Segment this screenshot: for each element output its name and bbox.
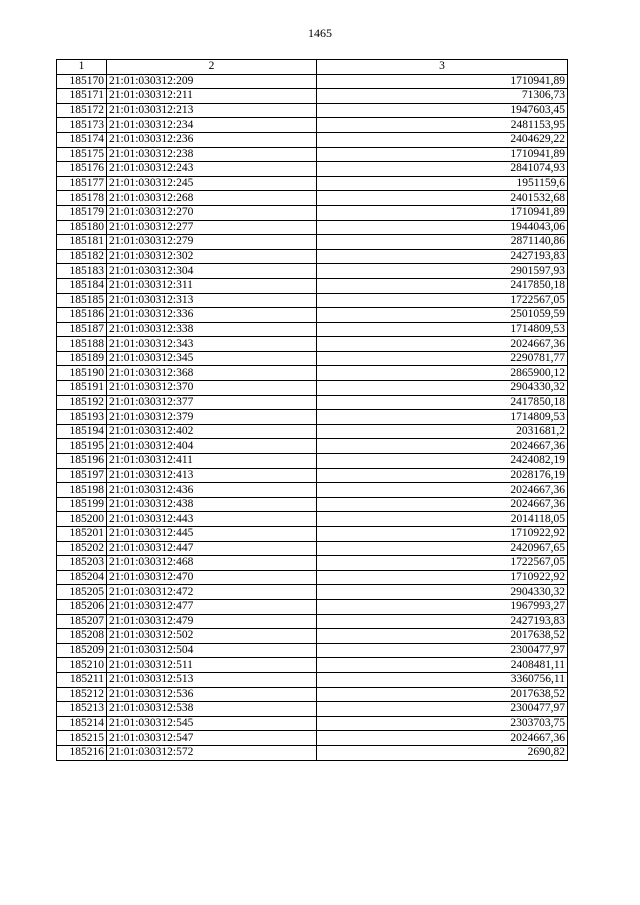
table-row [57, 89, 568, 104]
row-number-cell: 185189 [57, 351, 107, 366]
cadastral-number-cell: 21:01:030312:404 [107, 439, 317, 454]
cadastral-number-cell: 21:01:030312:479 [107, 614, 317, 629]
cadastral-number-cell: 21:01:030312:472 [107, 585, 317, 600]
cadastral-number-cell: 21:01:030312:436 [107, 483, 317, 498]
value-cell: 2427193,83 [317, 614, 568, 629]
row-number-cell: 185198 [57, 483, 107, 498]
table-body [57, 74, 568, 760]
value-cell: 2904330,32 [317, 381, 568, 396]
row-number-cell: 185208 [57, 629, 107, 644]
cadastral-number-cell: 21:01:030312:209 [107, 74, 317, 89]
value-cell: 2017638,52 [317, 629, 568, 644]
row-number-cell: 185184 [57, 278, 107, 293]
table-row [57, 132, 568, 147]
cadastral-number-cell: 21:01:030312:245 [107, 176, 317, 191]
table-row [57, 147, 568, 162]
row-number-cell: 185212 [57, 687, 107, 702]
row-number-cell: 185177 [57, 176, 107, 191]
value-cell: 2017638,52 [317, 687, 568, 702]
value-cell: 1710941,89 [317, 147, 568, 162]
cadastral-number-cell: 21:01:030312:270 [107, 205, 317, 220]
value-cell: 2031681,2 [317, 424, 568, 439]
value-cell: 2871140,86 [317, 235, 568, 250]
value-cell: 3360756,11 [317, 672, 568, 687]
cadastral-number-cell: 21:01:030312:370 [107, 381, 317, 396]
table-header [57, 60, 568, 75]
cadastral-number-cell: 21:01:030312:443 [107, 512, 317, 527]
table-row [57, 381, 568, 396]
row-number-cell: 185174 [57, 132, 107, 147]
table-row [57, 264, 568, 279]
table-row [57, 716, 568, 731]
row-number-cell: 185182 [57, 249, 107, 264]
header-col-3: 3 [317, 60, 568, 75]
row-number-cell: 185192 [57, 395, 107, 410]
value-cell: 1710922,92 [317, 570, 568, 585]
cadastral-number-cell: 21:01:030312:279 [107, 235, 317, 250]
table-row [57, 439, 568, 454]
value-cell: 2865900,12 [317, 366, 568, 381]
value-cell: 2420967,65 [317, 541, 568, 556]
value-cell: 1710922,92 [317, 527, 568, 542]
table-row [57, 585, 568, 600]
row-number-cell: 185215 [57, 731, 107, 746]
value-cell: 2024667,36 [317, 483, 568, 498]
row-number-cell: 185206 [57, 599, 107, 614]
cadastral-number-cell: 21:01:030312:504 [107, 643, 317, 658]
cadastral-number-cell: 21:01:030312:243 [107, 162, 317, 177]
cadastral-number-cell: 21:01:030312:545 [107, 716, 317, 731]
table-row [57, 687, 568, 702]
value-cell: 1714809,53 [317, 410, 568, 425]
cadastral-number-cell: 21:01:030312:234 [107, 118, 317, 133]
cadastral-number-cell: 21:01:030312:513 [107, 672, 317, 687]
row-number-cell: 185201 [57, 527, 107, 542]
table-row [57, 702, 568, 717]
cadastral-number-cell: 21:01:030312:338 [107, 322, 317, 337]
value-cell: 2024667,36 [317, 337, 568, 352]
row-number-cell: 185180 [57, 220, 107, 235]
row-number-cell: 185181 [57, 235, 107, 250]
table-row [57, 220, 568, 235]
row-number-cell: 185205 [57, 585, 107, 600]
table-row [57, 103, 568, 118]
cadastral-number-cell: 21:01:030312:313 [107, 293, 317, 308]
row-number-cell: 185176 [57, 162, 107, 177]
value-cell: 2417850,18 [317, 395, 568, 410]
row-number-cell: 185185 [57, 293, 107, 308]
table-row [57, 235, 568, 250]
value-cell: 1710941,89 [317, 74, 568, 89]
table-row [57, 308, 568, 323]
page-number: 1465 [308, 26, 332, 40]
cadastral-number-cell: 21:01:030312:547 [107, 731, 317, 746]
table-row [57, 643, 568, 658]
value-cell: 2401532,68 [317, 191, 568, 206]
value-cell: 1722567,05 [317, 556, 568, 571]
table-row [57, 672, 568, 687]
row-number-cell: 185213 [57, 702, 107, 717]
row-number-cell: 185190 [57, 366, 107, 381]
table-row [57, 599, 568, 614]
cadastral-number-cell: 21:01:030312:572 [107, 745, 317, 760]
row-number-cell: 185175 [57, 147, 107, 162]
cadastral-number-cell: 21:01:030312:236 [107, 132, 317, 147]
row-number-cell: 185210 [57, 658, 107, 673]
table-row [57, 512, 568, 527]
value-cell: 1951159,6 [317, 176, 568, 191]
row-number-cell: 185216 [57, 745, 107, 760]
cadastral-number-cell: 21:01:030312:304 [107, 264, 317, 279]
value-cell: 1722567,05 [317, 293, 568, 308]
cadastral-number-cell: 21:01:030312:536 [107, 687, 317, 702]
value-cell: 1714809,53 [317, 322, 568, 337]
table-row [57, 205, 568, 220]
table-row [57, 745, 568, 760]
row-number-cell: 185211 [57, 672, 107, 687]
table-row [57, 556, 568, 571]
cadastral-number-cell: 21:01:030312:379 [107, 410, 317, 425]
cadastral-number-cell: 21:01:030312:377 [107, 395, 317, 410]
row-number-cell: 185193 [57, 410, 107, 425]
value-cell: 1947603,45 [317, 103, 568, 118]
table-row [57, 351, 568, 366]
cadastral-number-cell: 21:01:030312:402 [107, 424, 317, 439]
cadastral-number-cell: 21:01:030312:438 [107, 497, 317, 512]
value-cell: 2427193,83 [317, 249, 568, 264]
table-row [57, 322, 568, 337]
table-row [57, 410, 568, 425]
value-cell: 2901597,93 [317, 264, 568, 279]
table-row [57, 278, 568, 293]
cadastral-number-cell: 21:01:030312:477 [107, 599, 317, 614]
value-cell: 1967993,27 [317, 599, 568, 614]
table-row [57, 395, 568, 410]
table-row [57, 454, 568, 469]
cadastral-number-cell: 21:01:030312:277 [107, 220, 317, 235]
value-cell: 2290781,77 [317, 351, 568, 366]
value-cell: 1710941,89 [317, 205, 568, 220]
cadastral-number-cell: 21:01:030312:238 [107, 147, 317, 162]
cadastral-number-cell: 21:01:030312:502 [107, 629, 317, 644]
cadastral-number-cell: 21:01:030312:470 [107, 570, 317, 585]
row-number-cell: 185187 [57, 322, 107, 337]
value-cell: 71306,73 [317, 89, 568, 104]
value-cell: 2841074,93 [317, 162, 568, 177]
header-row [57, 60, 568, 75]
table-row [57, 424, 568, 439]
table-row [57, 614, 568, 629]
table-row [57, 293, 568, 308]
table-row [57, 337, 568, 352]
cadastral-number-cell: 21:01:030312:413 [107, 468, 317, 483]
cadastral-number-cell: 21:01:030312:447 [107, 541, 317, 556]
value-cell: 2690,82 [317, 745, 568, 760]
row-number-cell: 185191 [57, 381, 107, 396]
row-number-cell: 185199 [57, 497, 107, 512]
row-number-cell: 185178 [57, 191, 107, 206]
value-cell: 2904330,32 [317, 585, 568, 600]
row-number-cell: 185179 [57, 205, 107, 220]
row-number-cell: 185204 [57, 570, 107, 585]
table-row [57, 366, 568, 381]
value-cell: 2303703,75 [317, 716, 568, 731]
row-number-cell: 185186 [57, 308, 107, 323]
table-row [57, 527, 568, 542]
value-cell: 2024667,36 [317, 439, 568, 454]
table-row [57, 468, 568, 483]
row-number-cell: 185171 [57, 89, 107, 104]
value-cell: 2300477,97 [317, 643, 568, 658]
row-number-cell: 185194 [57, 424, 107, 439]
row-number-cell: 185172 [57, 103, 107, 118]
value-cell: 2028176,19 [317, 468, 568, 483]
table-row [57, 570, 568, 585]
cadastral-number-cell: 21:01:030312:302 [107, 249, 317, 264]
cadastral-number-cell: 21:01:030312:345 [107, 351, 317, 366]
value-cell: 2424082,19 [317, 454, 568, 469]
table-row [57, 731, 568, 746]
row-number-cell: 185203 [57, 556, 107, 571]
cadastral-number-cell: 21:01:030312:368 [107, 366, 317, 381]
value-cell: 2300477,97 [317, 702, 568, 717]
registry-table [56, 59, 568, 761]
cadastral-number-cell: 21:01:030312:468 [107, 556, 317, 571]
value-cell: 2014118,05 [317, 512, 568, 527]
table-row [57, 483, 568, 498]
value-cell: 2417850,18 [317, 278, 568, 293]
value-cell: 2404629,22 [317, 132, 568, 147]
cadastral-number-cell: 21:01:030312:268 [107, 191, 317, 206]
row-number-cell: 185188 [57, 337, 107, 352]
value-cell: 1944043,06 [317, 220, 568, 235]
row-number-cell: 185202 [57, 541, 107, 556]
header-col-1: 1 [57, 60, 107, 75]
cadastral-number-cell: 21:01:030312:445 [107, 527, 317, 542]
cadastral-number-cell: 21:01:030312:213 [107, 103, 317, 118]
row-number-cell: 185200 [57, 512, 107, 527]
table-row [57, 658, 568, 673]
value-cell: 2481153,95 [317, 118, 568, 133]
table-row [57, 74, 568, 89]
header-col-2: 2 [107, 60, 317, 75]
value-cell: 2024667,36 [317, 497, 568, 512]
table-row [57, 176, 568, 191]
cadastral-number-cell: 21:01:030312:343 [107, 337, 317, 352]
row-number-cell: 185207 [57, 614, 107, 629]
row-number-cell: 185173 [57, 118, 107, 133]
row-number-cell: 185183 [57, 264, 107, 279]
table-row [57, 497, 568, 512]
cadastral-number-cell: 21:01:030312:411 [107, 454, 317, 469]
cadastral-number-cell: 21:01:030312:511 [107, 658, 317, 673]
row-number-cell: 185170 [57, 74, 107, 89]
table-row [57, 191, 568, 206]
table-row [57, 162, 568, 177]
value-cell: 2501059,59 [317, 308, 568, 323]
cadastral-number-cell: 21:01:030312:211 [107, 89, 317, 104]
table-row [57, 629, 568, 644]
row-number-cell: 185209 [57, 643, 107, 658]
table-row [57, 118, 568, 133]
cadastral-number-cell: 21:01:030312:336 [107, 308, 317, 323]
row-number-cell: 185197 [57, 468, 107, 483]
table-row [57, 541, 568, 556]
cadastral-number-cell: 21:01:030312:538 [107, 702, 317, 717]
table-row [57, 249, 568, 264]
row-number-cell: 185195 [57, 439, 107, 454]
row-number-cell: 185196 [57, 454, 107, 469]
value-cell: 2408481,11 [317, 658, 568, 673]
value-cell: 2024667,36 [317, 731, 568, 746]
cadastral-number-cell: 21:01:030312:311 [107, 278, 317, 293]
row-number-cell: 185214 [57, 716, 107, 731]
